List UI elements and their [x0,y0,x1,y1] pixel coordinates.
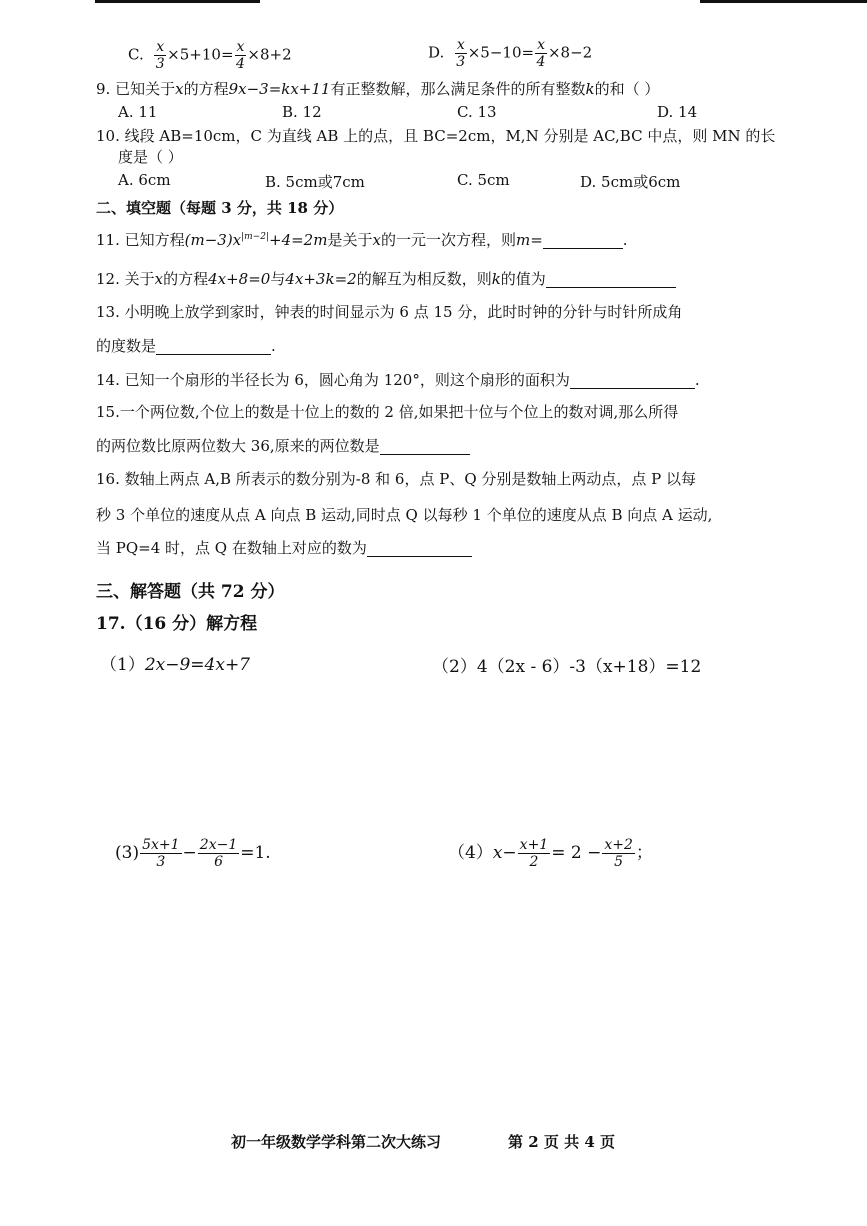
question-13-line1: 13. 小明晚上放学到家时，钟表的时间显示为 6 点 15 分，此时时钟的分针与时针所成角 [96,303,683,321]
fraction: $\frac{x}{4}$ [536,37,546,70]
answer-blank [156,340,271,355]
answer-blank [570,374,695,389]
fraction: $\frac{2x-1}{6}$ [199,837,238,870]
question-13-line2: 的度数是 . [96,337,276,355]
q8-option-d: D. $\frac{x}{3}$ ×5−10= $\frac{x}{4}$ ×8−2 [428,37,593,70]
scan-edge-top-left [95,0,260,3]
fraction: $\frac{5x+1}{3}$ [142,837,180,870]
answer-blank [543,234,623,249]
answer-blank [546,273,676,288]
answer-blank [367,542,472,557]
question-15-line1: 15.一个两位数,个位上的数是十位上的数的 2 倍,如果把十位与个位上的数对调,那么所得 [96,403,679,421]
question-16-line3: 当 PQ=4 时，点 Q 在数轴上对应的数为 [96,539,472,557]
section-heading-fill-in: 二、填空题（每题 3 分，共 18 分） [96,199,344,217]
fraction: $\frac{x+1}{2}$ [519,837,549,870]
question-14: 14. 已知一个扇形的半径长为 6，圆心角为 120°，则这个扇形的面积为 . [96,371,700,389]
q17-part-2: （2）4（2x - 6）-3（x+18）=12 [432,657,702,677]
q10-option-b: B. 5cm或7cm [265,173,365,191]
q10-option-c: C. 5cm [457,171,510,189]
question-11: 11. 已知方程$(m-3)x^{|m-2|}+4=2m$是关于x的一元一次方程，则m= . [96,231,628,249]
question-15-line2: 的两位数比原两位数大 36,原来的两位数是 [96,437,470,455]
question-17-title: 17.（16 分）解方程 [96,614,258,634]
q10-option-a: A. 6cm [118,171,171,189]
q9-option-b: B. 12 [282,103,322,121]
question-16-line1: 16. 数轴上两点 A,B 所表示的数分别为-8 和 6，点 P、Q 分别是数轴上两动点，点 P 以每 [96,470,697,488]
question-12: 12. 关于x的方程4x+8=0与4x+3k=2的解互为相反数，则k的值为 [96,270,676,288]
scan-edge-top-right [700,0,867,3]
q17-part-1: （1）2x−9=4x+7 [100,655,250,675]
question-16-line2: 秒 3 个单位的速度从点 A 向点 B 运动,同时点 Q 以每秒 1 个单位的速度从点 B 向点 A 运动, [96,506,713,524]
q9-option-a: A. 11 [118,103,158,121]
q9-option-c: C. 13 [457,103,497,121]
fraction: $\frac{x+2}{5}$ [604,837,633,870]
q17-part-3: (3) $\frac{5x+1}{3}$ − $\frac{2x-1}{6}$ =1. [115,837,271,870]
fraction: $\frac{x}{3}$ [155,39,165,72]
fraction: $\frac{x}{3}$ [456,37,466,70]
fraction: $\frac{x}{4}$ [236,39,245,72]
question-9: 9. 已知关于x的方程9x−3=kx+11有正整数解，那么满足条件的所有整数k的和（ ） [96,80,660,98]
question-10-line2: 度是（ ） [118,148,183,166]
section-heading-solve: 三、解答题（共 72 分） [96,582,285,602]
footer-page-number: 第 2 页 共 4 页 [508,1133,615,1151]
question-10-line1: 10. 线段 AB=10cm，C 为直线 AB 上的点，且 BC=2cm，M,N 分别是 AC,BC 中点，则 MN 的长 [96,127,776,145]
answer-blank [380,440,470,455]
q9-option-d: D. 14 [657,103,698,121]
q8-option-c: C. $\frac{x}{3}$ ×5+10= $\frac{x}{4}$ ×8+2 [128,39,292,72]
q10-option-d: D. 5cm或6cm [580,173,681,191]
footer-title: 初一年级数学学科第二次大练习 [231,1133,442,1151]
q17-part-4: （4）x− $\frac{x+1}{2}$ = 2 − $\frac{x+2}{5}$ ； [448,837,653,870]
